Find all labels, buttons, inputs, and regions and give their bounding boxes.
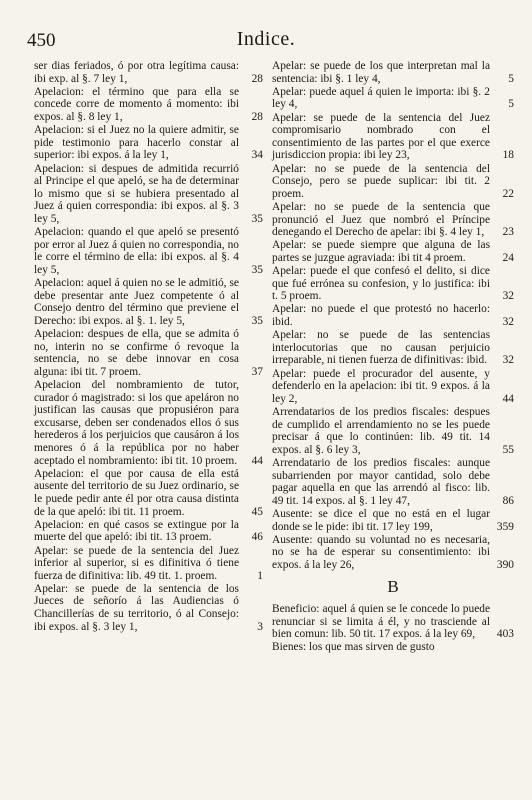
entry-text: Apelacion: despues de ella, que se admita ó no, interin no se confirme ó revoque la sentencia, no se debe innovar en cosa alguna: ibi tit. 7 proem. xyxy=(34,328,239,378)
entry-page-number: 1 xyxy=(257,569,263,582)
index-entry xyxy=(34,86,263,124)
index-entry xyxy=(272,641,514,654)
index-entry xyxy=(34,277,263,327)
entry-text: Apelacion: el término que para ella se concede corre de momento á momento: ibi expos. al §. 8 ley 1, xyxy=(34,85,239,123)
entry-text: Apelacion: si el Juez no la quiere admitir, se pide testimonio para hacerlo constar al superior: ibi expos. á la ley 1, xyxy=(34,124,239,162)
index-entry xyxy=(34,328,263,378)
entry-page-number: 44 xyxy=(502,392,514,405)
index-entry xyxy=(272,603,514,641)
entry-page-number: 37 xyxy=(251,365,263,378)
entry-text: Apelar: se puede de la sentencia de los Jueces de señorío á las Audiencias ó Chancillerías de su territorio, ó al Consejo: ibi expos. al §. 3 ley 1, xyxy=(34,582,239,633)
entry-page-number: 44 xyxy=(251,454,263,467)
section-letter: B xyxy=(387,577,399,597)
entry-text: Apelar: puede aquel á quien le importa: ibi §. 2 ley 4, xyxy=(272,85,490,111)
entry-page-number: 86 xyxy=(502,494,514,507)
entry-text: Apelar: no se puede de las sentencias interlocutorias que no causan perjuicio irreparable, ni tienen fuerza de difinitivas: ibid. xyxy=(272,329,490,367)
entry-page-number: 403 xyxy=(496,628,514,641)
entry-text: Apelar: se puede de la sentencia del Juez inferior al superior, si es difinitiva ó tiene fuerza de difinitiva: lib. 49 tit. 1. proem. xyxy=(34,544,239,582)
entry-page-number: 390 xyxy=(496,558,514,571)
entry-page-number: 32 xyxy=(502,316,514,329)
index-entry xyxy=(272,239,514,264)
entry-page-number: 5 xyxy=(508,72,514,85)
index-entry xyxy=(272,112,514,162)
entry-page-number: 5 xyxy=(508,98,514,111)
entry-text: Arrendatarios de los predios fiscales: despues de cumplido el arrendamiento no se les puede precisar á que lo continúen: lib. 49 tit. 14 expos. al §. 6 ley 3, xyxy=(272,405,490,456)
entry-page-number: 28 xyxy=(251,110,263,123)
index-entry xyxy=(272,534,514,572)
index-entry xyxy=(34,468,263,518)
entry-text: Apelacion: en qué casos se extingue por la muerte del que apeló: ibi tit. 13 proem. xyxy=(34,518,239,544)
entry-text: Arrendatario de los predios fiscales: aunque subarrienden por mayor cantidad, solo debe pagar aquella en que las arrendó al fisco: lib. 49 tit. 14 expos. al §. 1 ley 47, xyxy=(272,456,490,507)
entry-text: Beneficio: aquel á quien se le concede lo puede renunciar si se limita á él, y no trasciende al bien comun: lib. 50 tit. 17 expos. á la ley 69, xyxy=(272,603,490,641)
index-entry xyxy=(272,303,514,328)
entry-page-number: 18 xyxy=(502,149,514,162)
index-entry xyxy=(272,163,514,201)
page-header xyxy=(0,30,532,54)
index-entry xyxy=(272,406,514,456)
entry-text: ser dias feriados, ó por otra legítima causa: ibi exp. al §. 7 ley 1, xyxy=(34,60,239,85)
index-entry xyxy=(34,60,263,85)
entry-text: Apelar: no se puede de la sentencia del Consejo, pero se puede suplicar: ibi tit. 2 proem. xyxy=(272,162,490,200)
entry-text: Apelar: no se puede de la sentencia que pronunció el Juez que nombró el Príncipe denegando el Derecho de apelar: ibi §. 4 ley 1, xyxy=(272,200,490,239)
entry-text: Apelar: puede el procurador del ausente, y defenderlo en la apelacion: ibi tit. 9 expos. á la ley 2, xyxy=(272,367,490,405)
entry-text: Apelacion del nombramiento de tutor, curador ó magistrado: si los que apeláron no justifican las causas que propusiéron para excusarse, deben ser condenados ellos ó sus herederos á los perjuicios que causáron á los menores ó á la república por no haber aceptado el nombramiento: ibi tit. 10 proem. xyxy=(34,379,239,467)
index-entry xyxy=(34,545,263,583)
index-entry xyxy=(272,329,514,367)
index-entry xyxy=(272,265,514,303)
entry-text: Bienes: los que mas sirven de gusto xyxy=(272,641,435,654)
entry-page-number: 28 xyxy=(251,72,263,85)
entry-page-number: 45 xyxy=(251,505,263,518)
entry-text: Apelacion: quando el que apeló se presentó por error al Juez á quien no correspondia, no le corre el término de ella: ibi expos. al §. 4 ley 5, xyxy=(34,226,239,276)
index-entry xyxy=(34,583,263,633)
entry-text: Apelacion: si despues de admitida recurrió al Principe el que apeló, se ha de determinar lo mismo que si se hubiera presentado al Juez á quien correspondia: ibi expos. al §. 3 ley 5, xyxy=(34,162,239,225)
entry-page-number: 35 xyxy=(251,212,263,225)
entry-page-number: 3 xyxy=(257,620,263,633)
index-entry xyxy=(34,379,263,467)
index-entry xyxy=(272,368,514,406)
entry-page-number: 35 xyxy=(251,263,263,276)
index-entry xyxy=(34,519,263,544)
index-entry xyxy=(34,124,263,162)
index-entry xyxy=(34,163,263,226)
entry-text: Ausente: quando su voluntad no es necesaria, no se ha de esperar su consentimiento: ibi expos. á la ley 26, xyxy=(272,533,490,571)
index-entry xyxy=(272,508,514,533)
entry-page-number: 46 xyxy=(251,531,263,544)
index-entry xyxy=(272,86,514,111)
entry-page-number: 22 xyxy=(502,187,514,200)
entry-text: Apelar: se puede de los que interpretan mal la sentencia: ibi §. 1 ley 4, xyxy=(272,60,490,85)
entry-text: Apelacion: aquel á quien no se le admitió, se debe presentar ante Juez competente ó al Consejo dentro del término que previene el Derecho: ibi expos. al §. 1. ley 5, xyxy=(34,277,239,327)
entry-text: Apelar: no puede el que protestó no hacerlo: ibid. xyxy=(272,303,490,329)
entry-text: Apelar: se puede de la sentencia del Juez compromisario nombrado con el consentimiento de las partes por el que exerce jurisdiccion propia: ibi ley 23, xyxy=(272,111,490,162)
entry-page-number: 359 xyxy=(496,520,514,533)
entry-text: Apelacion: el que por causa de ella está ausente del territorio de su Juez ordinario, se le puede pedir ante él por otra causa distinta de la que apeló: ibi tit. 11 proem. xyxy=(34,467,239,518)
entry-page-number: 34 xyxy=(251,149,263,162)
entry-text: Apelar: se puede siempre que alguna de las partes se juzgue agraviada: ibi tit 4 proem. xyxy=(272,239,490,264)
entry-page-number: 23 xyxy=(502,226,514,239)
entry-text: Apelar: puede el que confesó el delito, si dice que fué errónea su confesion, y lo justifica: ibi t. 5 proem. xyxy=(272,265,490,303)
entry-page-number: 55 xyxy=(502,443,514,456)
entry-page-number: 32 xyxy=(502,290,514,303)
index-entry xyxy=(272,457,514,507)
index-entry xyxy=(34,226,263,276)
entry-page-number: 24 xyxy=(502,251,514,264)
page-title: Indice. xyxy=(236,28,296,50)
entry-text: Ausente: se dice el que no está en el lugar donde se le pide: ibi tit. 17 ley 199, xyxy=(272,507,490,533)
left-column xyxy=(34,60,263,634)
entry-page-number: 35 xyxy=(251,314,263,327)
index-entry xyxy=(272,60,514,85)
right-column xyxy=(272,60,514,655)
page-number: 450 xyxy=(27,30,56,51)
entry-page-number: 32 xyxy=(502,354,514,367)
index-entry xyxy=(272,201,514,239)
